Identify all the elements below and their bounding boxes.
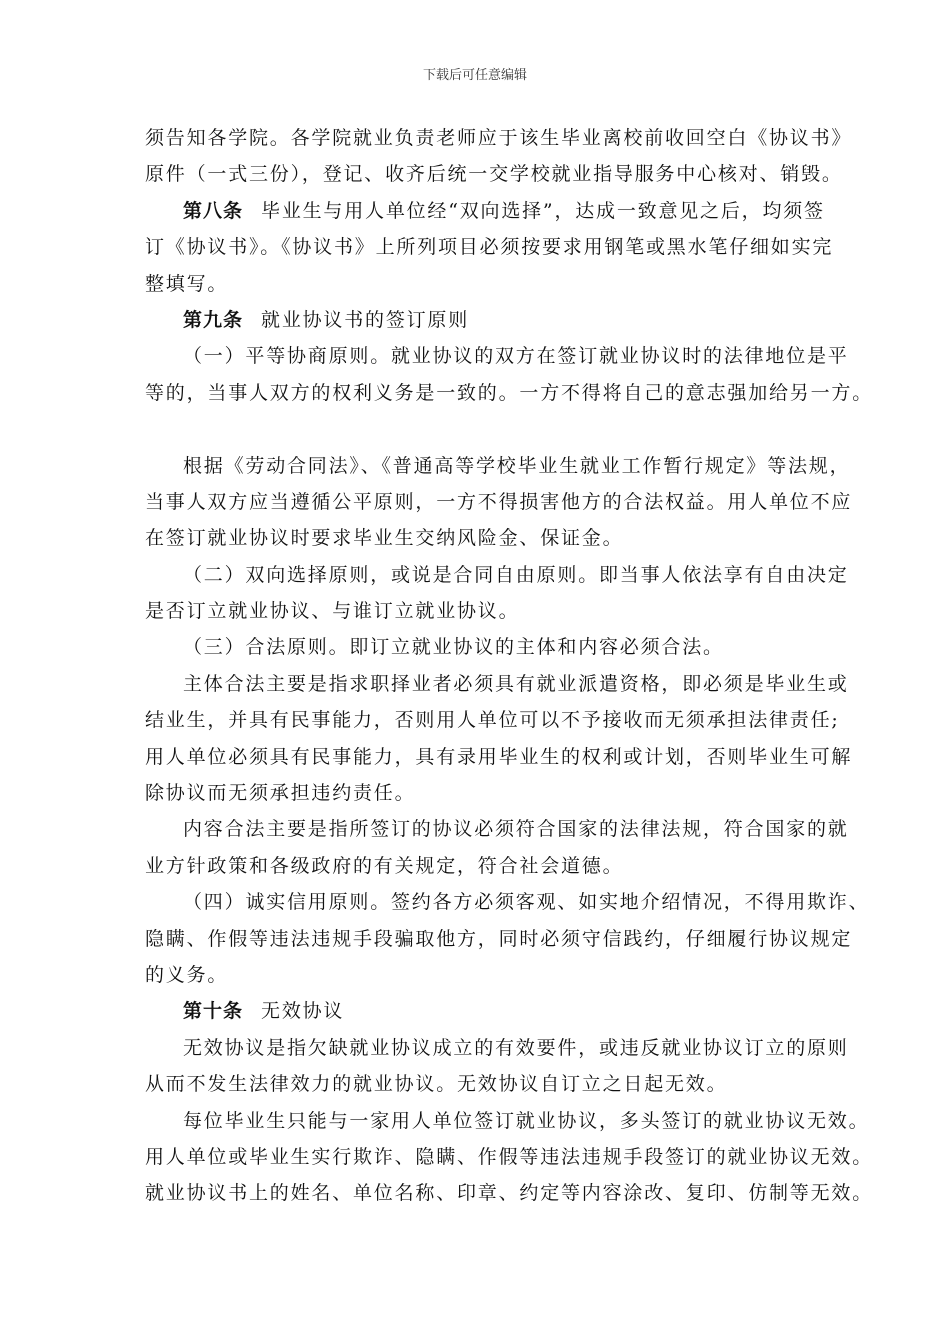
text-line: 主体合法主要是指求职择业者必须具有就业派遣资格，即必须是毕业生或 — [183, 672, 849, 695]
text-line: 无效协议是指欠缺就业协议成立的有效要件，或违反就业协议订立的原则 — [183, 1036, 849, 1059]
blank-line — [145, 411, 825, 447]
text-line: 是否订立就业协议、与谁订立就业协议。 — [145, 600, 520, 623]
text-line: 用人单位或毕业生实行欺诈、隐瞒、作假等违法违规手段签订的就业协议无效。 — [145, 1145, 874, 1168]
document-body — [145, 120, 874, 1212]
text-line: 每位毕业生只能与一家用人单位签订就业协议，多头签订的就业协议无效。 — [183, 1109, 870, 1132]
article-text: 无效协议 — [261, 1000, 345, 1023]
text-line: 原件（一式三份），登记、收齐后统一交学校就业指导服务中心核对、销毁。 — [145, 163, 843, 186]
article-heading: 第十条 — [183, 1000, 244, 1023]
text-line: 内容合法主要是指所签订的协议必须符合国家的法律法规，符合国家的就 — [183, 818, 849, 841]
text-line: 结业生，并具有民事能力，否则用人单位可以不予接收而无须承担法律责任; — [145, 709, 840, 732]
article-10-line — [145, 993, 825, 1029]
text-line: 等的，当事人双方的权利义务是一致的。一方不得将自己的意志强加给另一方。 — [145, 381, 874, 404]
text-line: （三）合法原则。即订立就业协议的主体和内容必须合法。 — [183, 636, 724, 659]
text-line: 就业协议书上的姓名、单位名称、印章、约定等内容涂改、复印、仿制等无效。 — [145, 1182, 874, 1205]
text-line: 用人单位必须具有民事能力，具有录用毕业生的权利或计划，否则毕业生可解 — [145, 745, 853, 768]
text-line: 整填写。 — [145, 272, 229, 295]
article-8-line — [145, 193, 825, 229]
text-line: 的义务。 — [145, 963, 229, 986]
text-line: 除协议而无须承担违约责任。 — [145, 782, 416, 805]
article-heading: 第八条 — [183, 199, 244, 222]
text-line: 业方针政策和各级政府的有关规定，符合社会道德。 — [145, 854, 624, 877]
text-line: 当事人双方应当遵循公平原则，一方不得损害他方的合法权益。用人单位不应 — [145, 490, 853, 513]
article-text: 毕业生与用人单位经“双向选择”，达成一致意见之后，均须签 — [261, 199, 825, 222]
article-heading: 第九条 — [183, 308, 244, 331]
text-line: 从而不发生法律效力的就业协议。无效协议自订立之日起无效。 — [145, 1073, 728, 1096]
text-line: （一）平等协商原则。就业协议的双方在签订就业协议时的法律地位是平 — [183, 345, 849, 368]
text-line: 隐瞒、作假等违法违规手段骗取他方，同时必须守信践约，仔细履行协议规定 — [145, 927, 853, 950]
text-line: 在签订就业协议时要求毕业生交纳风险金、保证金。 — [145, 527, 624, 550]
article-text: 就业协议书的签订原则 — [261, 308, 470, 331]
text-line: （四）诚实信用原则。签约各方必须客观、如实地介绍情况，不得用欺诈、 — [183, 891, 870, 914]
article-9-line — [145, 302, 825, 338]
page-header-note: 下载后可任意编辑 — [422, 68, 527, 83]
text-line: （二）双向选择原则，或说是合同自由原则。即当事人依法享有自由决定 — [183, 563, 849, 586]
text-line: 须告知各学院。各学院就业负责老师应于该生毕业离校前收回空白《协议书》 — [145, 127, 853, 149]
text-line: 订《协议书》。《协议书》上所列项目必须按要求用钢笔或黑水笔仔细如实完 — [145, 236, 834, 259]
text-line: 根据《劳动合同法》、《普通高等学校毕业生就业工作暂行规定》等法规， — [183, 454, 851, 477]
